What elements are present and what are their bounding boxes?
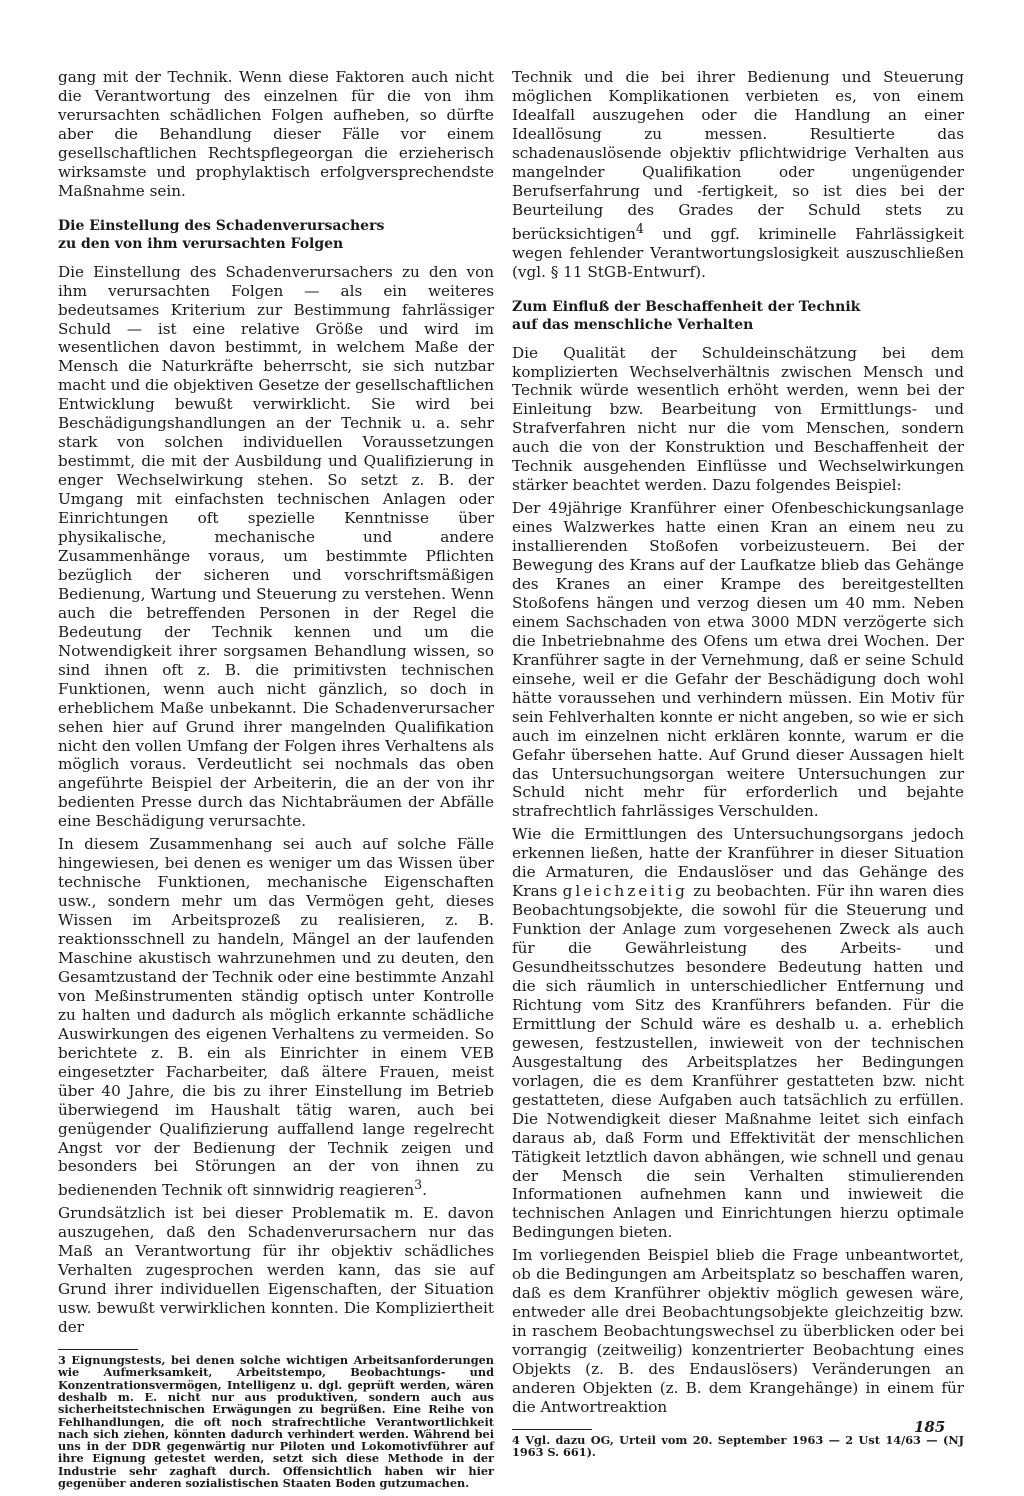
paragraph-text: zu beobachten. Für ihn waren dies Beobachtungsobjekte, die sowohl für die Steuerung und Funktion der Anlage zum vorgesehenen Zweck als auch für die Gewährleistung des Arbeits- und Gesundheitsschutzes besondere Bedeutung hatten und die sich räumlich in unterschiedlicher Entfernung und Richtung vom Sitz des Kranführers befanden. Für die Ermittlung der Schuld wäre es deshalb u. a. erheblich gewesen, festzustellen, inwieweit von der technischen Ausgestaltung des Arbeitsplatzes her Bedingungen vorlagen, die es dem Kranführer gestatteten bzw. nicht gestatteten, diese Aufgaben auch tatsächlich zu erfüllen. Die Notwendigkeit dieser Maßnahme leitet sich einfach daraus ab, daß Form und Effektivität der menschlichen Tätigkeit letztlich davon abhängen, wie schnell und genau der Mensch die sein Verhalten stimulierenden Informationen aufnehmen kann und inwieweit die technischen Anlagen und Einrichtungen hierzu optimale Bedingungen bieten. xyxy=(512,882,964,1242)
section-heading-schadenverursacher xyxy=(58,217,494,253)
footnote-reference: 4 xyxy=(635,220,644,236)
heading-line: zu den von ihm verursachten Folgen xyxy=(58,235,344,252)
paragraph-end: . xyxy=(422,1181,427,1200)
paragraph: Im vorliegenden Beispiel blieb die Frage unbeantwortet, ob die Bedingungen am Arbeitsplatz so beschaffen waren, daß es dem Kranführer objektiv möglich gewesen wäre, entweder alle drei Beobachtungsobjekte gleichzeitig bzw. in raschem Beobachtungswechsel zu überblicken oder bei vorrangig (zeitweilig) konzentrierter Beobachtung eines Objekts (z. B. des Endauslösers) Veränderungen an anderen Objekten (z. B. dem Krangehänge) in einem für die Antwortreaktion xyxy=(512,1246,964,1416)
paragraph xyxy=(58,835,494,1200)
right-column xyxy=(512,68,964,1459)
paragraph: Die Qualität der Schuldeinschätzung bei dem komplizierten Wechselverhältnis zwischen Mensch und Technik würde wesentlich erhöht werden, wenn bei der Einleitung bzw. Bearbeitung von Ermittlungs- und Strafverfahren nicht nur die vom Menschen, sondern auch die von der Konstruktion und Beschaffenheit der Technik ausgehenden Einflüsse und Wechselwirkungen stärker beachtet werden. Dazu folgendes Beispiel: xyxy=(512,343,964,495)
footnote-reference: 3 xyxy=(414,1177,423,1193)
heading-line: Zum Einfluß der Beschaffenheit der Technik xyxy=(512,298,861,315)
footnote-divider xyxy=(512,1429,592,1430)
paragraph-text: In diesem Zusammenhang sei auch auf solche Fälle hingewiesen, bei denen es weniger um das Wissen über technische Funktionen, mechanische Eigenschaften usw., sondern mehr um das Vermögen geht, dieses Wissen im Arbeitsprozeß zu realisieren, z. B. reaktionsschnell zu handeln, Mängel an der laufenden Maschine akustisch wahrzunehmen und zu deuten, den Gesamtzustand der Technik oder eine bestimmte Anzahl von Meßinstrumenten ständig optisch unter Kontrolle zu halten und dadurch als möglich erkannte schädliche Auswirkungen des eigenen Verhaltens zu vermeiden. So berichtete z. B. ein als Einrichter in einem VEB eingesetzter Facharbeiter, daß ältere Frauen, meist über 40 Jahre, die bis zu ihrer Einstellung im Betrieb überwiegend im Haushalt tätig waren, auch bei genügender Qualifizierung auffallend lange regelrecht Angst vor der Bedienung der Technik zeigen und besonders bei Störungen an der von ihnen zu bedienenden Technik oft sinnwidrig reagieren xyxy=(58,835,494,1200)
paragraph-continued xyxy=(512,68,964,282)
footnote-4 xyxy=(512,1434,964,1459)
paragraph-text: Wie die Ermittlungen des Untersuchungsorgans jedoch erkennen ließen, hatte der Kranführer in dieser Situation die Armaturen, die Endauslöser und das Gehänge des Krans xyxy=(512,825,964,901)
page-number: 185 xyxy=(914,1418,946,1436)
heading-line: Die Einstellung des Schadenverursachers xyxy=(58,217,385,234)
footnote-3 xyxy=(58,1354,494,1489)
paragraph: Grundsätzlich ist bei dieser Problematik m. E. davon auszugehen, daß den Schadenverursachern nur das Maß an Verantwortung für ihr objektiv schädliches Verhalten zugesprochen werden kann, das sie auf Grund ihrer individuellen Eigenschaften, der Situation usw. bewußt verwirklichen konnten. Die Kompliziertheit der xyxy=(58,1204,494,1337)
paragraph-text: und ggf. kriminelle Fahrlässigkeit wegen fehlender Verantwortungslosigkeit auszuschließen (vgl. § 11 StGB-Entwurf). xyxy=(512,224,964,281)
section-heading-technik xyxy=(512,298,964,334)
footnote-divider xyxy=(58,1349,138,1350)
footnote-text: Eignungstests, bei denen solche wichtigen Arbeitsanforderungen wie Aufmerksamkeit, Arbeitstempo, Beobachtungs- und Konzentrationsvermögen, Intelligenz u. dgl. geprüft werden, wären deshalb m. E. nicht nur aus produktiven, sondern auch aus sicherheitstechnischen Erwägungen zu begrüßen. Eine Reihe von Fehlhandlungen, die oft noch strafrechtliche Verantwortlichkeit nach sich ziehen, könnten dadurch verhindert werden. Während bei uns in der DDR gegenwärtig nur Piloten und Lokomotivführer auf ihre Eignung getestet werden, setzt sich diese Methode in der Industrie sehr zaghaft durch. Offensichtlich haben wir hier gegenüber anderen sozialistischen Staaten Boden gutzumachen. xyxy=(58,1353,494,1491)
footnote-number: 4 xyxy=(512,1432,520,1447)
heading-line: auf das menschliche Verhalten xyxy=(512,316,754,333)
footnote-number: 3 xyxy=(58,1353,66,1368)
spaced-emphasis: gleichzeitig xyxy=(562,882,688,901)
paragraph: Der 49jährige Kranführer einer Ofenbeschickungsanlage eines Walzwerkes hatte einen Kran an einem neu zu installierenden Stoßofen vorbeizusteuern. Bei der Bewegung des Krans auf der Laufkatze blieb das Gehänge des Kranes an einer Krampe des bereitgestellten Stoßofens hängen und verzog diesen um 40 mm. Neben einem Sachschaden von etwa 3000 MDN verzögerte sich die Inbetriebnahme des Ofens um etwa drei Wochen. Der Kranführer sagte in der Vernehmung, daß er seine Schuld einsehe, weil er die Gefahr der Beschädigung doch wohl hätte voraussehen und verhindern müssen. Ein Motiv für sein Fehlverhalten konnte er nicht angeben, so wie er sich auch im einzelnen nicht erklären konnte, warum er die Gefahr übersehen hatte. Auf Grund dieser Aussagen hielt das Untersuchungsorgan weitere Untersuchungen zur Schuld nicht mehr für erforderlich und bejahte strafrechtlich fahrlässiges Verschulden. xyxy=(512,499,964,821)
paragraph xyxy=(512,825,964,1242)
paragraph-text: Technik und die bei ihrer Bedienung und Steuerung möglichen Komplikationen verbieten es, von einem Idealfall auszugehen oder die Handlung an einer Ideallösung zu messen. Resultierte das schadenauslösende objektiv pflichtwidrige Verhalten aus mangelnder Qualifikation oder ungenügender Berufserfahrung und -fertigkeit, so ist dies bei der Beurteilung des Grades der Schuld stets zu berücksichtigen xyxy=(512,68,964,243)
left-column xyxy=(58,68,494,1489)
paragraph-continued: gang mit der Technik. Wenn diese Faktoren auch nicht die Verantwortung des einzelnen für die von ihm verursachten schädlichen Folgen aufheben, so dürfte aber die Behandlung dieser Fälle vor einem gesellschaftlichen Rechtspflegeorgan die erzieherisch wirksamste und prophylaktisch erfolgversprechendste Maßnahme sein. xyxy=(58,68,494,200)
paragraph: Die Einstellung des Schadenverursachers zu den von ihm verursachten Folgen — als ein weiteres bedeutsames Kriterium zur Bestimmung fahrlässiger Schuld — ist eine relative Größe und wird im wesentlichen davon bestimmt, in welchem Maße der Mensch die Naturkräfte beherrscht, sie sich nutzbar macht und die objektiven Gesetze der gesellschaftlichen Entwicklung bewußt verwirklicht. Sie wird bei Beschädigungshandlungen an der Technik u. a. sehr stark von solchen individuellen Voraussetzungen bestimmt, die mit der Ausbildung und Qualifizierung in enger Wechselwirkung stehen. So setzt z. B. der Umgang mit einfachsten technischen Anlagen oder Einrichtungen oft spezielle Kenntnisse über physikalische, mechanische und andere Zusammenhänge voraus, um bestimmte Pflichten bezüglich der sicheren und vorschriftsmäßigen Bedienung, Wartung und Steuerung zu verstehen. Wenn auch die betreffenden Personen in der Regel die Bedeutung der Technik kennen und um die Notwendigkeit ihrer sorgsamen Behandlung wissen, so sind ihnen oft z. B. die primitivsten technischen Funktionen, wenn auch nicht gänzlich, so doch in erheblichem Maße unbekannt. Die Schadenverursacher sehen hier auf Grund ihrer mangelnden Qualifikation nicht den vollen Umfang der Folgen ihres Verhaltens als möglich voraus. Verdeutlicht sei nochmals das oben angeführte Beispiel der Arbeiterin, die an der von ihr bedienten Presse durch das Nichtabräumen der Abfälle eine Beschädigung verursachte. xyxy=(58,262,494,831)
footnote-text: Vgl. dazu OG, Urteil vom 20. September 1963 — 2 Ust 14/63 — (NJ 1963 S. 661). xyxy=(512,1432,964,1460)
